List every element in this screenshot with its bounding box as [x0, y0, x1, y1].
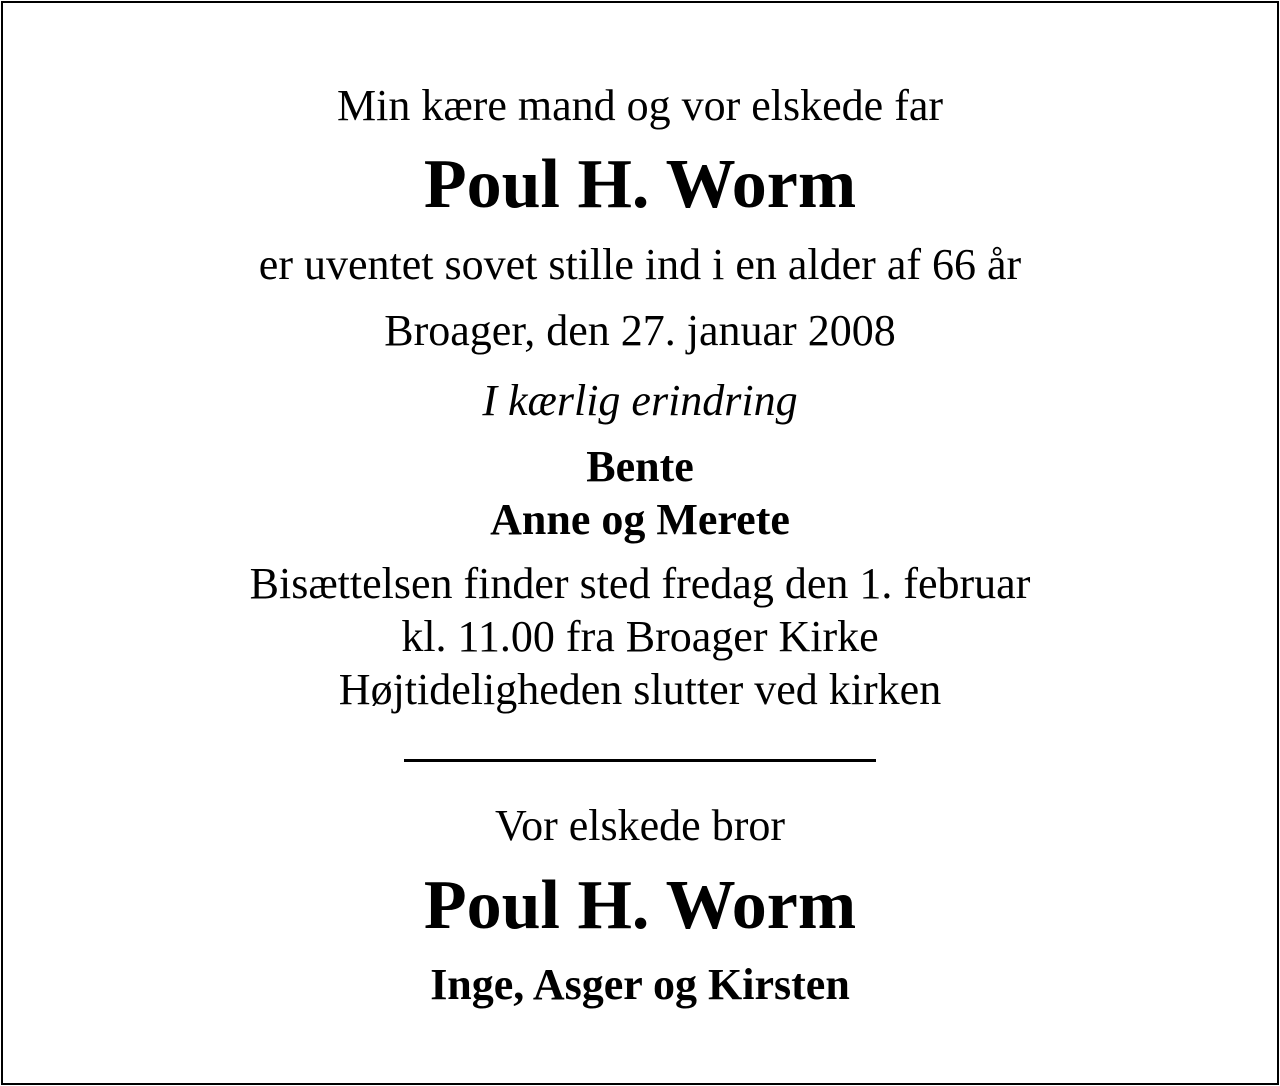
signer-name: Bente — [586, 442, 694, 491]
divider-line — [404, 759, 876, 762]
place-date: Broager, den 27. januar 2008 — [384, 306, 896, 355]
memory-text: I kærlig erindring — [482, 376, 798, 425]
funeral-info-line: Højtideligheden slutter ved kirken — [338, 665, 942, 714]
sibling-signers: Inge, Asger og Kirsten — [430, 960, 850, 1009]
sibling-intro-text: Vor elskede bror — [495, 801, 785, 850]
funeral-info-line: Bisættelsen finder sted fredag den 1. februar — [249, 559, 1031, 608]
deceased-name-secondary: Poul H. Worm — [423, 867, 857, 944]
intro-text: Min kære mand og vor elskede far — [336, 81, 944, 130]
signer-names: Anne og Merete — [490, 495, 790, 544]
age-text: er uventet sovet stille ind i en alder af 66 år — [258, 240, 1022, 289]
funeral-info-line: kl. 11.00 fra Broager Kirke — [401, 612, 879, 661]
deceased-name: Poul H. Worm — [423, 146, 857, 223]
